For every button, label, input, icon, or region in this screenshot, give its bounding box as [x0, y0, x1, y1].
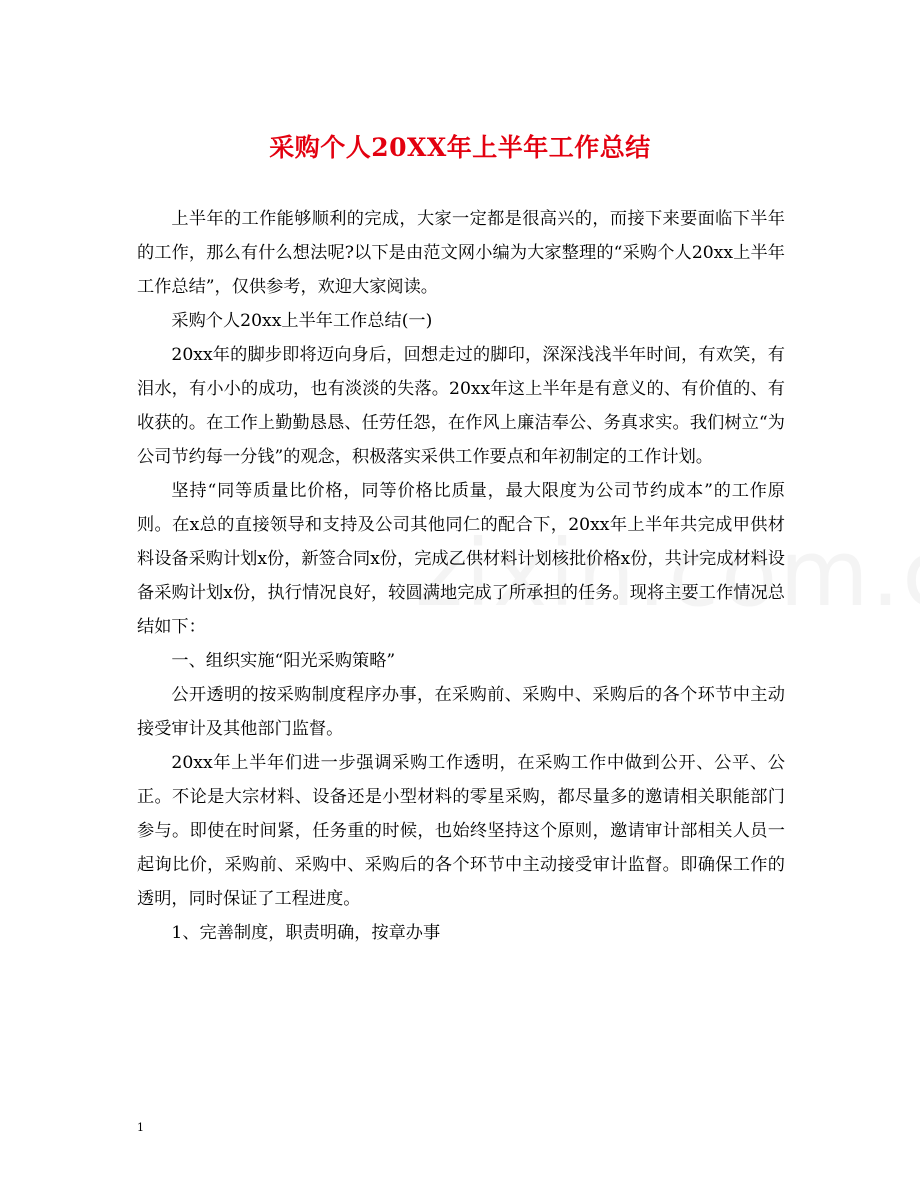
- paragraph-intro: 上半年的工作能够顺利的完成，大家一定都是很高兴的，而接下来要面临下半年的工作，那么有什么想法呢?以下是由范文网小编为大家整理的“采购个人20xx上半年工作总结”，仅供参考，欢迎大家阅读。: [137, 209, 785, 297]
- paragraph-subheading-rules: 1、完善制度，职责明确，按章办事: [171, 923, 441, 943]
- paragraph-principle: 坚持“同等质量比价格，同等价格比质量，最大限度为公司节约成本”的工作原则。在x总的直接领导和支持及公司其他同仁的配合下，20xx年上半年共完成甲供材料设备采购计划x份，新签合同x份，完成乙供材料计划核批价格x份，共计完成材料设备采购计划x份，执行情况良好，较圆满地完成了所承担的任务。现将主要工作情况总结如下：: [137, 481, 785, 637]
- paragraph-transparency: 公开透明的按采购制度程序办事，在采购前、采购中、采购后的各个环节中主动接受审计及其他部门监督。: [137, 685, 785, 739]
- document-title: 采购个人20XX年上半年工作总结: [269, 133, 651, 162]
- page-number: 1: [137, 1121, 144, 1134]
- watermark: [415, 520, 920, 627]
- paragraph-section-heading: 采购个人20xx上半年工作总结(一): [171, 311, 433, 331]
- paragraph-process: 20xx年上半年们进一步强调采购工作透明，在采购工作中做到公开、公平、公正。不论是大宗材料、设备还是小型材料的零星采购，都尽量多的邀请相关职能部门参与。即使在时间紧，任务重的时候，也始终坚持这个原则，邀请审计部相关人员一起询比价，采购前、采购中、采购后的各个环节中主动接受审计监督。即确保工作的透明，同时保证了工程进度。: [137, 753, 785, 909]
- paragraph-reflection: 20xx年的脚步即将迈向身后，回想走过的脚印，深深浅浅半年时间，有欢笑，有泪水，有小小的成功，也有淡淡的失落。20xx年这上半年是有意义的、有价值的、有收获的。在工作上勤勤恳恳、任劳任怨，在作风上廉洁奉公、务真求实。我们树立“为公司节约每一分钱”的观念，积极落实采供工作要点和年初制定的工作计划。: [137, 345, 785, 467]
- paragraph-subheading-sunshine: 一、组织实施“阳光采购策略”: [171, 651, 396, 671]
